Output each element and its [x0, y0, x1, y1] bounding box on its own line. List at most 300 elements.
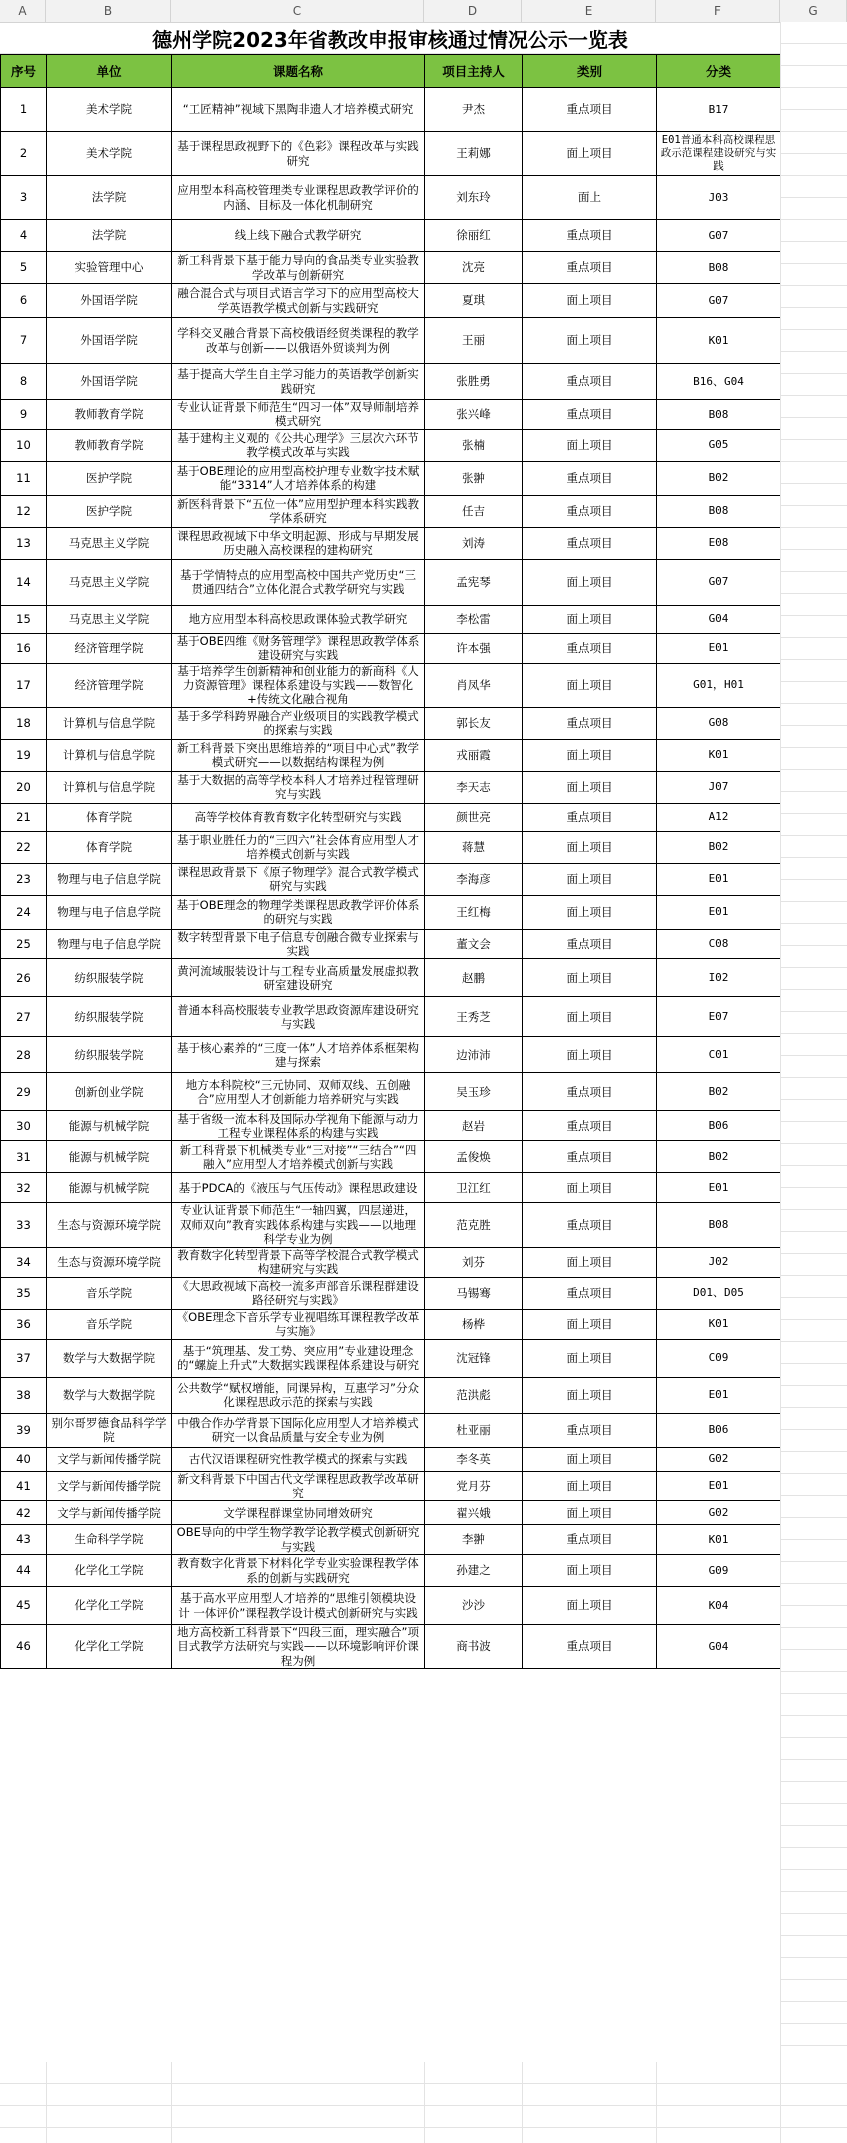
row-index[interactable]: 9 — [1, 400, 47, 430]
row-category[interactable]: 面上项目 — [523, 1339, 657, 1377]
table-row — [1, 1309, 781, 1339]
table-row — [1, 1501, 781, 1525]
data-table — [0, 54, 781, 1669]
row-classification[interactable]: G09 — [657, 1555, 781, 1587]
row-classification[interactable]: B08 — [657, 1203, 781, 1247]
row-classification[interactable]: B08 — [657, 400, 781, 430]
row-index[interactable]: 18 — [1, 707, 47, 739]
row-classification[interactable]: G02 — [657, 1501, 781, 1525]
row-host[interactable]: 夏琪 — [425, 284, 523, 318]
row-unit[interactable]: 物理与电子信息学院 — [47, 929, 172, 959]
row-category[interactable]: 重点项目 — [523, 1277, 657, 1309]
row-classification[interactable]: B17 — [657, 88, 781, 132]
row-category[interactable]: 面上项目 — [523, 895, 657, 929]
row-host[interactable]: 张楠 — [425, 429, 523, 461]
row-category[interactable]: 面上项目 — [523, 959, 657, 997]
row-index[interactable]: 40 — [1, 1447, 47, 1471]
row-index[interactable]: 27 — [1, 997, 47, 1037]
row-host[interactable]: 范洪彪 — [425, 1377, 523, 1413]
row-unit[interactable]: 法学院 — [47, 220, 172, 252]
row-classification[interactable]: C09 — [657, 1339, 781, 1377]
row-project-name[interactable]: 基于职业胜任力的“三四六”社会体育应用型人才培养模式创新与实践 — [172, 831, 425, 863]
row-host[interactable]: 李天志 — [425, 771, 523, 803]
row-index[interactable]: 29 — [1, 1073, 47, 1111]
row-host[interactable]: 董文会 — [425, 929, 523, 959]
row-classification[interactable]: B06 — [657, 1111, 781, 1141]
row-host[interactable]: 孙建之 — [425, 1555, 523, 1587]
row-project-name[interactable]: 基于“筑理基、发工势、突应用”专业建设理念的“螺旋上升式”大数据实践课程体系建设与研究 — [172, 1339, 425, 1377]
row-project-name[interactable]: 基于建构主义观的《公共心理学》三层次六环节教学模式改革与实践 — [172, 429, 425, 461]
row-index[interactable]: 2 — [1, 132, 47, 176]
row-project-name[interactable]: 《OBE理念下音乐学专业视唱练耳课程教学改革与实施》 — [172, 1309, 425, 1339]
row-host[interactable]: 沈冠锋 — [425, 1339, 523, 1377]
row-project-name[interactable]: 基于OBE四维《财务管理学》课程思政教学体系建设研究与实践 — [172, 633, 425, 663]
row-unit[interactable]: 文学与新闻传播学院 — [47, 1501, 172, 1525]
row-host[interactable]: 戎丽霞 — [425, 739, 523, 771]
row-host[interactable]: 翟兴娥 — [425, 1501, 523, 1525]
row-host[interactable]: 卫江红 — [425, 1173, 523, 1203]
row-category[interactable]: 重点项目 — [523, 527, 657, 559]
row-project-name[interactable]: “工匠精神”视域下黑陶非遗人才培养模式研究 — [172, 88, 425, 132]
row-unit[interactable]: 教师教育学院 — [47, 400, 172, 430]
row-host[interactable]: 党月芬 — [425, 1471, 523, 1501]
row-project-name[interactable]: 新医科背景下“五位一体”应用型护理本科实践教学体系研究 — [172, 495, 425, 527]
row-index[interactable]: 37 — [1, 1339, 47, 1377]
row-classification[interactable]: B02 — [657, 1141, 781, 1173]
table-row — [1, 252, 781, 284]
row-unit[interactable]: 生命科学学院 — [47, 1525, 172, 1555]
row-classification[interactable]: E08 — [657, 527, 781, 559]
row-classification[interactable]: E01 — [657, 1377, 781, 1413]
row-project-name[interactable]: 基于提高大学生自主学习能力的英语教学创新实践研究 — [172, 364, 425, 400]
row-project-name[interactable]: 基于多学科跨界融合产业级项目的实践教学模式的探索与实践 — [172, 707, 425, 739]
row-host[interactable]: 徐丽红 — [425, 220, 523, 252]
row-index[interactable]: 35 — [1, 1277, 47, 1309]
row-host[interactable]: 吴玉珍 — [425, 1073, 523, 1111]
row-unit[interactable]: 文学与新闻传播学院 — [47, 1471, 172, 1501]
row-host[interactable]: 边沛沛 — [425, 1037, 523, 1073]
row-classification[interactable]: E01 — [657, 1173, 781, 1203]
row-host[interactable]: 刘涛 — [425, 527, 523, 559]
row-classification[interactable]: I02 — [657, 959, 781, 997]
row-category[interactable]: 面上项目 — [523, 1501, 657, 1525]
row-category[interactable]: 面上项目 — [523, 1471, 657, 1501]
row-host[interactable]: 杨桦 — [425, 1309, 523, 1339]
row-index[interactable]: 3 — [1, 176, 47, 220]
column-header-g[interactable]: G — [780, 0, 847, 22]
row-project-name[interactable]: 基于大数据的高等学校本科人才培养过程管理研究与实践 — [172, 771, 425, 803]
column-header-f[interactable]: F — [656, 0, 780, 22]
row-category[interactable]: 面上项目 — [523, 1309, 657, 1339]
column-header-b[interactable]: B — [46, 0, 171, 22]
row-unit[interactable]: 体育学院 — [47, 831, 172, 863]
row-index[interactable]: 5 — [1, 252, 47, 284]
row-unit[interactable]: 外国语学院 — [47, 364, 172, 400]
row-project-name[interactable]: 课程思政视域下中华文明起源、形成与早期发展历史融入高校课程的建构研究 — [172, 527, 425, 559]
row-category[interactable]: 重点项目 — [523, 1413, 657, 1447]
row-category[interactable]: 面上 — [523, 176, 657, 220]
row-project-name[interactable]: 地方本科院校“三元协同、双师双线、五创融合”应用型人才创新能力培养研究与实践 — [172, 1073, 425, 1111]
row-index[interactable]: 43 — [1, 1525, 47, 1555]
row-unit[interactable]: 医护学院 — [47, 461, 172, 495]
row-index[interactable]: 10 — [1, 429, 47, 461]
row-index[interactable]: 32 — [1, 1173, 47, 1203]
header-unit[interactable]: 单位 — [47, 55, 172, 88]
row-unit[interactable]: 马克思主义学院 — [47, 605, 172, 633]
row-index[interactable]: 23 — [1, 863, 47, 895]
row-index[interactable]: 34 — [1, 1247, 47, 1277]
row-host[interactable]: 肖凤华 — [425, 663, 523, 707]
row-category[interactable]: 重点项目 — [523, 1141, 657, 1173]
row-classification[interactable]: E07 — [657, 997, 781, 1037]
row-unit[interactable]: 计算机与信息学院 — [47, 707, 172, 739]
row-unit[interactable]: 能源与机械学院 — [47, 1111, 172, 1141]
header-category[interactable]: 类别 — [523, 55, 657, 88]
column-header-e[interactable]: E — [522, 0, 656, 22]
row-host[interactable]: 李松雷 — [425, 605, 523, 633]
row-host[interactable]: 王秀芝 — [425, 997, 523, 1037]
row-classification[interactable]: B16、G04 — [657, 364, 781, 400]
row-project-name[interactable]: 基于PDCA的《液压与气压传动》课程思政建设 — [172, 1173, 425, 1203]
row-project-name[interactable]: 线上线下融合式教学研究 — [172, 220, 425, 252]
row-unit[interactable]: 法学院 — [47, 176, 172, 220]
row-index[interactable]: 11 — [1, 461, 47, 495]
row-index[interactable]: 12 — [1, 495, 47, 527]
row-host[interactable]: 许本强 — [425, 633, 523, 663]
row-index[interactable]: 6 — [1, 284, 47, 318]
row-host[interactable]: 颜世亮 — [425, 803, 523, 831]
row-unit[interactable]: 外国语学院 — [47, 318, 172, 364]
row-project-name[interactable]: 新工科背景下基于能力导向的食品类专业实验教学改革与创新研究 — [172, 252, 425, 284]
row-category[interactable]: 面上项目 — [523, 1377, 657, 1413]
row-project-name[interactable]: 课程思政背景下《原子物理学》混合式教学模式研究与实践 — [172, 863, 425, 895]
row-category[interactable]: 面上项目 — [523, 1555, 657, 1587]
row-classification[interactable]: A12 — [657, 803, 781, 831]
row-unit[interactable]: 体育学院 — [47, 803, 172, 831]
row-unit[interactable]: 医护学院 — [47, 495, 172, 527]
row-unit[interactable]: 化学化工学院 — [47, 1587, 172, 1625]
row-category[interactable]: 面上项目 — [523, 1173, 657, 1203]
row-classification[interactable]: G04 — [657, 1625, 781, 1669]
row-unit[interactable]: 马克思主义学院 — [47, 559, 172, 605]
row-index[interactable]: 24 — [1, 895, 47, 929]
row-unit[interactable]: 能源与机械学院 — [47, 1141, 172, 1173]
column-header-a[interactable]: A — [0, 0, 46, 22]
row-category[interactable]: 面上项目 — [523, 1587, 657, 1625]
row-project-name[interactable]: 新工科背景下机械类专业“三对接”“三结合”“四融入”应用型人才培养模式创新与实践 — [172, 1141, 425, 1173]
row-index[interactable]: 22 — [1, 831, 47, 863]
row-unit[interactable]: 经济管理学院 — [47, 633, 172, 663]
row-project-name[interactable]: 《大思政视域下高校一流多声部音乐课程群建设路径研究与实践》 — [172, 1277, 425, 1309]
row-project-name[interactable]: OBE导向的中学生物学教学论教学模式创新研究与实践 — [172, 1525, 425, 1555]
row-category[interactable]: 重点项目 — [523, 364, 657, 400]
row-category[interactable]: 面上项目 — [523, 1447, 657, 1471]
row-project-name[interactable]: 地方应用型本科高校思政课体验式教学研究 — [172, 605, 425, 633]
row-classification[interactable]: B02 — [657, 461, 781, 495]
table-row — [1, 1247, 781, 1277]
row-unit[interactable]: 外国语学院 — [47, 284, 172, 318]
row-index[interactable]: 14 — [1, 559, 47, 605]
row-unit[interactable]: 化学化工学院 — [47, 1625, 172, 1669]
row-classification[interactable]: G08 — [657, 707, 781, 739]
row-classification[interactable]: K01 — [657, 739, 781, 771]
row-host[interactable]: 李冬英 — [425, 1447, 523, 1471]
row-classification[interactable]: J03 — [657, 176, 781, 220]
row-classification[interactable]: E01普通本科高校课程思政示范课程建设研究与实践 — [657, 132, 781, 176]
row-project-name[interactable]: 基于省级一流本科及国际办学视角下能源与动力工程专业课程体系的构建与实践 — [172, 1111, 425, 1141]
row-classification[interactable]: K01 — [657, 1525, 781, 1555]
row-project-name[interactable]: 学科交叉融合背景下高校俄语经贸类课程的教学改革与创新——以俄语外贸谈判为例 — [172, 318, 425, 364]
row-unit[interactable]: 实验管理中心 — [47, 252, 172, 284]
row-unit[interactable]: 计算机与信息学院 — [47, 771, 172, 803]
row-host[interactable]: 任吉 — [425, 495, 523, 527]
row-classification[interactable]: E01 — [657, 1471, 781, 1501]
row-classification[interactable]: E01 — [657, 633, 781, 663]
row-host[interactable]: 商书波 — [425, 1625, 523, 1669]
header-host[interactable]: 项目主持人 — [425, 55, 523, 88]
row-unit[interactable]: 物理与电子信息学院 — [47, 863, 172, 895]
row-unit[interactable]: 马克思主义学院 — [47, 527, 172, 559]
row-category[interactable]: 重点项目 — [523, 252, 657, 284]
row-project-name[interactable]: 基于核心素养的“三度一体”人才培养体系框架构建与探索 — [172, 1037, 425, 1073]
row-category[interactable]: 面上项目 — [523, 132, 657, 176]
row-project-name[interactable]: 古代汉语课程研究性教学模式的探索与实践 — [172, 1447, 425, 1471]
row-category[interactable]: 面上项目 — [523, 1037, 657, 1073]
row-index[interactable]: 44 — [1, 1555, 47, 1587]
row-category[interactable]: 重点项目 — [523, 1525, 657, 1555]
row-project-name[interactable]: 专业认证背景下师范生“四习一体”双导师制培养模式研究 — [172, 400, 425, 430]
row-classification[interactable]: J02 — [657, 1247, 781, 1277]
row-category[interactable]: 重点项目 — [523, 461, 657, 495]
row-classification[interactable]: G07 — [657, 559, 781, 605]
row-unit[interactable]: 文学与新闻传播学院 — [47, 1447, 172, 1471]
row-classification[interactable]: G01，H01 — [657, 663, 781, 707]
row-category[interactable]: 重点项目 — [523, 803, 657, 831]
row-category[interactable]: 面上项目 — [523, 831, 657, 863]
row-host[interactable]: 王莉娜 — [425, 132, 523, 176]
row-project-name[interactable]: 普通本科高校服装专业教学思政资源库建设研究与实践 — [172, 997, 425, 1037]
row-classification[interactable]: E01 — [657, 895, 781, 929]
row-unit[interactable]: 计算机与信息学院 — [47, 739, 172, 771]
row-host[interactable]: 范克胜 — [425, 1203, 523, 1247]
row-index[interactable]: 25 — [1, 929, 47, 959]
row-classification[interactable]: G05 — [657, 429, 781, 461]
row-unit[interactable]: 化学化工学院 — [47, 1555, 172, 1587]
row-host[interactable]: 王丽 — [425, 318, 523, 364]
row-category[interactable]: 面上项目 — [523, 318, 657, 364]
row-index[interactable]: 7 — [1, 318, 47, 364]
row-category[interactable]: 面上项目 — [523, 997, 657, 1037]
row-unit[interactable]: 能源与机械学院 — [47, 1173, 172, 1203]
row-project-name[interactable]: 中俄合作办学背景下国际化应用型人才培养模式研究一以食品质量与安全专业为例 — [172, 1413, 425, 1447]
row-index[interactable]: 17 — [1, 663, 47, 707]
row-index[interactable]: 31 — [1, 1141, 47, 1173]
row-classification[interactable]: K04 — [657, 1587, 781, 1625]
table-row — [1, 1377, 781, 1413]
row-project-name[interactable]: 新工科背景下突出思维培养的“项目中心式”教学模式研究——以数据结构课程为例 — [172, 739, 425, 771]
row-unit[interactable]: 生态与资源环境学院 — [47, 1247, 172, 1277]
row-unit[interactable]: 创新创业学院 — [47, 1073, 172, 1111]
row-classification[interactable]: B06 — [657, 1413, 781, 1447]
row-classification[interactable]: D01、D05 — [657, 1277, 781, 1309]
row-category[interactable]: 面上项目 — [523, 605, 657, 633]
row-index[interactable]: 39 — [1, 1413, 47, 1447]
row-index[interactable]: 1 — [1, 88, 47, 132]
row-host[interactable]: 尹杰 — [425, 88, 523, 132]
header-index[interactable]: 序号 — [1, 55, 47, 88]
row-index[interactable]: 30 — [1, 1111, 47, 1141]
row-host[interactable]: 张翀 — [425, 461, 523, 495]
row-host[interactable]: 刘芬 — [425, 1247, 523, 1277]
row-index[interactable]: 20 — [1, 771, 47, 803]
row-category[interactable]: 重点项目 — [523, 1625, 657, 1669]
table-row — [1, 1203, 781, 1247]
row-index[interactable]: 46 — [1, 1625, 47, 1669]
row-project-name[interactable]: 数字转型背景下电子信息专创融合微专业探索与实践 — [172, 929, 425, 959]
row-category[interactable]: 重点项目 — [523, 1111, 657, 1141]
row-unit[interactable]: 音乐学院 — [47, 1277, 172, 1309]
row-index[interactable]: 15 — [1, 605, 47, 633]
row-classification[interactable]: B02 — [657, 1073, 781, 1111]
row-classification[interactable]: K01 — [657, 318, 781, 364]
row-project-name[interactable]: 文学课程群课堂协同增效研究 — [172, 1501, 425, 1525]
row-classification[interactable]: K01 — [657, 1309, 781, 1339]
row-unit[interactable]: 物理与电子信息学院 — [47, 895, 172, 929]
row-host[interactable]: 蒋慧 — [425, 831, 523, 863]
row-project-name[interactable]: 融合混合式与项目式语言学习下的应用型高校大学英语教学模式创新与实践研究 — [172, 284, 425, 318]
row-host[interactable]: 沈亮 — [425, 252, 523, 284]
row-classification[interactable]: J07 — [657, 771, 781, 803]
row-index[interactable]: 33 — [1, 1203, 47, 1247]
row-unit[interactable]: 美术学院 — [47, 132, 172, 176]
row-index[interactable]: 16 — [1, 633, 47, 663]
row-project-name[interactable]: 基于课程思政视野下的《色彩》课程改革与实践研究 — [172, 132, 425, 176]
row-classification[interactable]: G02 — [657, 1447, 781, 1471]
row-category[interactable]: 重点项目 — [523, 220, 657, 252]
row-category[interactable]: 重点项目 — [523, 495, 657, 527]
row-category[interactable]: 重点项目 — [523, 1073, 657, 1111]
row-classification[interactable]: C01 — [657, 1037, 781, 1073]
row-project-name[interactable]: 基于学情特点的应用型高校中国共产党历史“三贯通四结合”立体化混合式教学研究与实践 — [172, 559, 425, 605]
row-host[interactable]: 张胜勇 — [425, 364, 523, 400]
row-classification[interactable]: G04 — [657, 605, 781, 633]
row-index[interactable]: 21 — [1, 803, 47, 831]
row-classification[interactable]: E01 — [657, 863, 781, 895]
row-host[interactable]: 李翀 — [425, 1525, 523, 1555]
row-category[interactable]: 重点项目 — [523, 1203, 657, 1247]
row-unit[interactable]: 美术学院 — [47, 88, 172, 132]
row-category[interactable]: 面上项目 — [523, 284, 657, 318]
row-classification[interactable]: B02 — [657, 831, 781, 863]
row-category[interactable]: 重点项目 — [523, 929, 657, 959]
row-project-name[interactable]: 教育数字化转型背景下高等学校混合式教学模式构建研究与实践 — [172, 1247, 425, 1277]
row-project-name[interactable]: 基于高水平应用型人才培养的“思维引领模块设计 一体评价”课程教学设计模式创新研究与实践 — [172, 1587, 425, 1625]
row-index[interactable]: 42 — [1, 1501, 47, 1525]
row-host[interactable]: 马锡骞 — [425, 1277, 523, 1309]
row-unit[interactable]: 教师教育学院 — [47, 429, 172, 461]
row-project-name[interactable]: 基于OBE理论的应用型高校护理专业数字技术赋能“3314”人才培养体系的构建 — [172, 461, 425, 495]
row-category[interactable]: 重点项目 — [523, 707, 657, 739]
header-classification[interactable]: 分类 — [657, 55, 781, 88]
row-index[interactable]: 41 — [1, 1471, 47, 1501]
row-category[interactable]: 面上项目 — [523, 663, 657, 707]
row-category[interactable]: 面上项目 — [523, 559, 657, 605]
row-host[interactable]: 王红梅 — [425, 895, 523, 929]
row-unit[interactable]: 纺织服装学院 — [47, 997, 172, 1037]
row-category[interactable]: 面上项目 — [523, 1247, 657, 1277]
row-category[interactable]: 重点项目 — [523, 633, 657, 663]
row-classification[interactable]: G07 — [657, 284, 781, 318]
row-unit[interactable]: 纺织服装学院 — [47, 959, 172, 997]
row-classification[interactable]: C08 — [657, 929, 781, 959]
row-project-name[interactable]: 教育数字化背景下材料化学专业实验课程教学体系的创新与实践研究 — [172, 1555, 425, 1587]
column-header-c[interactable]: C — [171, 0, 424, 22]
sheet-title[interactable]: 德州学院2023年省教改申报审核通过情况公示一览表 — [0, 23, 780, 54]
row-classification[interactable]: B08 — [657, 495, 781, 527]
row-project-name[interactable]: 黄河流域服装设计与工程专业高质量发展虚拟教研室建设研究 — [172, 959, 425, 997]
row-category[interactable]: 重点项目 — [523, 400, 657, 430]
row-index[interactable]: 36 — [1, 1309, 47, 1339]
row-classification[interactable]: B08 — [657, 252, 781, 284]
row-unit[interactable]: 纺织服装学院 — [47, 1037, 172, 1073]
row-index[interactable]: 28 — [1, 1037, 47, 1073]
row-project-name[interactable]: 新文科背景下中国古代文学课程思政教学改革研究 — [172, 1471, 425, 1501]
row-project-name[interactable]: 地方高校新工科背景下“四段三面，理实融合”项目式教学方法研究与实践——以环境影响评价课程为例 — [172, 1625, 425, 1669]
row-host[interactable]: 赵岩 — [425, 1111, 523, 1141]
row-host[interactable]: 孟俊焕 — [425, 1141, 523, 1173]
row-unit[interactable]: 生态与资源环境学院 — [47, 1203, 172, 1247]
row-unit[interactable]: 音乐学院 — [47, 1309, 172, 1339]
row-project-name[interactable]: 应用型本科高校管理类专业课程思政教学评价的内涵、目标及一体化机制研究 — [172, 176, 425, 220]
row-category[interactable]: 面上项目 — [523, 429, 657, 461]
row-host[interactable]: 杜亚丽 — [425, 1413, 523, 1447]
row-project-name[interactable]: 高等学校体育教育数字化转型研究与实践 — [172, 803, 425, 831]
row-index[interactable]: 13 — [1, 527, 47, 559]
row-unit[interactable]: 数学与大数据学院 — [47, 1339, 172, 1377]
table-row — [1, 559, 781, 605]
row-index[interactable]: 26 — [1, 959, 47, 997]
row-host[interactable]: 刘东玲 — [425, 176, 523, 220]
row-unit[interactable]: 别尔哥罗德食品科学学院 — [47, 1413, 172, 1447]
row-project-name[interactable]: 公共数学“赋权增能，同课异构，互惠学习”分众化课程思政示范的探索与实践 — [172, 1377, 425, 1413]
row-project-name[interactable]: 基于培养学生创新精神和创业能力的新商科《人力资源管理》课程体系建设与实践——数智化+传统文化融合视角 — [172, 663, 425, 707]
row-project-name[interactable]: 专业认证背景下师范生“一轴四翼，四层递进，双师双向”教育实践体系构建与实践——以地理科学专业为例 — [172, 1203, 425, 1247]
row-host[interactable]: 张兴峰 — [425, 400, 523, 430]
row-category[interactable]: 重点项目 — [523, 88, 657, 132]
row-project-name[interactable]: 基于OBE理念的物理学类课程思政教学评价体系的研究与实践 — [172, 895, 425, 929]
row-index[interactable]: 45 — [1, 1587, 47, 1625]
table-row — [1, 633, 781, 663]
row-category[interactable]: 面上项目 — [523, 739, 657, 771]
row-host[interactable]: 郭长友 — [425, 707, 523, 739]
row-classification[interactable]: G07 — [657, 220, 781, 252]
row-category[interactable]: 面上项目 — [523, 771, 657, 803]
row-category[interactable]: 面上项目 — [523, 863, 657, 895]
table-row — [1, 959, 781, 997]
row-index[interactable]: 8 — [1, 364, 47, 400]
row-index[interactable]: 38 — [1, 1377, 47, 1413]
row-index[interactable]: 4 — [1, 220, 47, 252]
row-host[interactable]: 沙沙 — [425, 1587, 523, 1625]
row-host[interactable]: 孟宪琴 — [425, 559, 523, 605]
row-host[interactable]: 赵鹏 — [425, 959, 523, 997]
column-header-d[interactable]: D — [424, 0, 522, 22]
row-host[interactable]: 李海彦 — [425, 863, 523, 895]
row-unit[interactable]: 数学与大数据学院 — [47, 1377, 172, 1413]
row-unit[interactable]: 经济管理学院 — [47, 663, 172, 707]
row-index[interactable]: 19 — [1, 739, 47, 771]
header-project-name[interactable]: 课题名称 — [172, 55, 425, 88]
